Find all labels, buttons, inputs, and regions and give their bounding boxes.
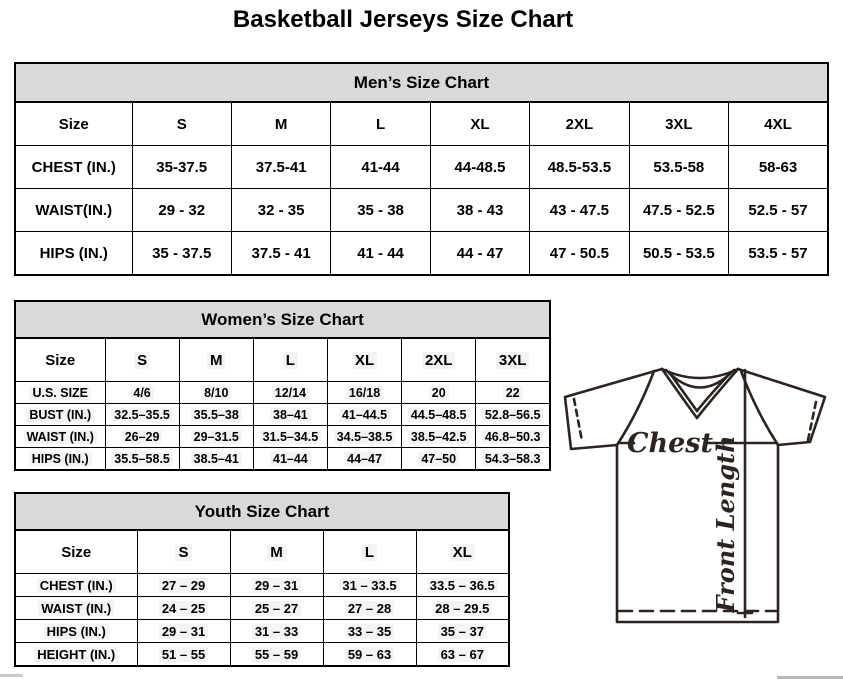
row-label-cell bbox=[15, 448, 105, 471]
header-label: S bbox=[134, 352, 150, 369]
cell-value: 52.5 - 57 bbox=[748, 201, 808, 219]
column-header-cell bbox=[253, 338, 327, 382]
cell-value: 33 – 35 bbox=[345, 624, 394, 639]
column-header-cell bbox=[416, 530, 509, 574]
cell-value: 41–44 bbox=[270, 452, 311, 466]
womens-size-chart-table bbox=[14, 300, 551, 471]
value-cell bbox=[476, 448, 550, 471]
value-cell bbox=[230, 574, 323, 597]
value-cell bbox=[253, 382, 327, 404]
header-label: 3XL bbox=[496, 352, 530, 369]
cell-value: 31 – 33.5 bbox=[339, 578, 399, 593]
cell-value: 44 - 47 bbox=[456, 244, 504, 262]
cell-value: 50.5 - 53.5 bbox=[642, 244, 715, 262]
header-label: Size bbox=[45, 351, 76, 369]
cell-value: 33.5 – 36.5 bbox=[427, 578, 498, 593]
cell-value: 12/14 bbox=[272, 386, 309, 400]
header-label: M bbox=[207, 352, 226, 369]
value-cell bbox=[416, 597, 509, 620]
value-cell bbox=[231, 232, 330, 276]
cell-value: 51 – 55 bbox=[159, 647, 208, 662]
cell-value: 44.5–48.5 bbox=[408, 408, 470, 422]
cell-value: 32 - 35 bbox=[257, 201, 305, 219]
value-cell bbox=[323, 597, 416, 620]
row-label-cell bbox=[15, 404, 105, 426]
value-cell bbox=[729, 189, 828, 232]
value-cell bbox=[132, 146, 231, 189]
table-title: Men’s Size Chart bbox=[15, 63, 828, 102]
column-header-cell bbox=[105, 338, 179, 382]
value-cell bbox=[430, 146, 529, 189]
value-cell bbox=[179, 404, 253, 426]
value-cell bbox=[179, 382, 253, 404]
value-cell bbox=[132, 232, 231, 276]
cell-value: 4/6 bbox=[130, 386, 153, 400]
row-label-cell bbox=[15, 643, 137, 667]
value-cell bbox=[179, 448, 253, 471]
cell-value: 16/18 bbox=[346, 386, 383, 400]
cell-value: 55 – 59 bbox=[252, 647, 301, 662]
row-label-cell bbox=[15, 574, 137, 597]
value-cell bbox=[132, 189, 231, 232]
value-cell bbox=[530, 232, 629, 276]
cell-value: 27 – 29 bbox=[159, 578, 208, 593]
value-cell bbox=[416, 643, 509, 667]
cell-value: 35 - 38 bbox=[357, 201, 404, 219]
left-cuff-dashed-line bbox=[574, 399, 582, 441]
column-header-cell bbox=[729, 102, 828, 146]
cell-value: 54.3–58.3 bbox=[482, 452, 544, 466]
row-label-cell bbox=[15, 597, 137, 620]
header-label: S bbox=[176, 115, 187, 133]
cell-value: 53.5 - 57 bbox=[748, 244, 808, 262]
value-cell bbox=[105, 404, 179, 426]
table-title: Women’s Size Chart bbox=[15, 301, 550, 338]
cell-value: 37.5-41 bbox=[255, 158, 307, 176]
cell-value: 34.5–38.5 bbox=[334, 430, 396, 444]
value-cell bbox=[476, 426, 550, 448]
column-header-cell bbox=[327, 338, 401, 382]
value-cell bbox=[323, 643, 416, 667]
value-cell bbox=[402, 382, 476, 404]
row-label-cell bbox=[15, 426, 105, 448]
cell-value: 37.5 - 41 bbox=[251, 244, 311, 262]
horizontal-scrollbar-left-fragment[interactable] bbox=[0, 674, 23, 677]
cell-value: 35 – 37 bbox=[438, 624, 487, 639]
value-cell bbox=[331, 146, 430, 189]
column-header-cell bbox=[137, 530, 230, 574]
column-header-cell bbox=[323, 530, 416, 574]
value-cell bbox=[476, 382, 550, 404]
cell-value: 29 – 31 bbox=[159, 624, 208, 639]
value-cell bbox=[230, 643, 323, 667]
jersey-diagram-svg bbox=[557, 359, 843, 675]
cell-value: 31.5–34.5 bbox=[260, 430, 322, 444]
value-cell bbox=[331, 189, 430, 232]
row-label-cell bbox=[15, 146, 132, 189]
cell-value: 59 – 63 bbox=[345, 647, 394, 662]
header-label: XL bbox=[352, 352, 377, 369]
value-cell bbox=[629, 189, 728, 232]
cell-value: 63 – 67 bbox=[438, 647, 487, 662]
value-cell bbox=[105, 448, 179, 471]
header-label: XL bbox=[470, 115, 490, 133]
column-header-cell bbox=[430, 102, 529, 146]
cell-value: 31 – 33 bbox=[252, 624, 301, 639]
column-header-cell bbox=[132, 102, 231, 146]
row-label-cell bbox=[15, 620, 137, 643]
row-label: WAIST (IN.) bbox=[24, 430, 97, 444]
row-label: U.S. SIZE bbox=[29, 386, 91, 400]
cell-value: 29 - 32 bbox=[158, 201, 206, 219]
value-cell bbox=[402, 426, 476, 448]
cell-value: 29 – 31 bbox=[252, 578, 301, 593]
header-label: M bbox=[274, 115, 288, 133]
row-label: HIPS (IN.) bbox=[39, 244, 108, 262]
row-label: BUST (IN.) bbox=[26, 408, 94, 422]
value-cell bbox=[402, 448, 476, 471]
header-label: Size bbox=[61, 543, 92, 561]
value-cell bbox=[729, 146, 828, 189]
cell-value: 24 – 25 bbox=[159, 601, 208, 616]
header-label: S bbox=[175, 544, 191, 561]
cell-value: 47 - 50.5 bbox=[549, 244, 609, 262]
cell-value: 43 - 47.5 bbox=[549, 201, 609, 219]
cell-value: 27 – 28 bbox=[345, 601, 394, 616]
column-header-cell bbox=[230, 530, 323, 574]
size-corner-cell bbox=[15, 338, 105, 382]
cell-value: 20 bbox=[429, 386, 449, 400]
value-cell bbox=[253, 404, 327, 426]
header-label: L bbox=[362, 544, 377, 561]
value-cell bbox=[231, 146, 330, 189]
cell-value: 38.5–42.5 bbox=[408, 430, 470, 444]
row-label-cell bbox=[15, 189, 132, 232]
size-corner-cell bbox=[15, 530, 137, 574]
value-cell bbox=[331, 232, 430, 276]
row-label-cell bbox=[15, 232, 132, 276]
column-header-cell bbox=[402, 338, 476, 382]
front-length-label: Front Length bbox=[711, 435, 740, 613]
cell-value: 53.5-58 bbox=[653, 158, 705, 176]
row-label: HEIGHT (IN.) bbox=[34, 647, 118, 662]
value-cell bbox=[629, 232, 728, 276]
value-cell bbox=[530, 146, 629, 189]
cell-value: 38.5–41 bbox=[191, 452, 242, 466]
cell-value: 38 - 43 bbox=[456, 201, 504, 219]
cell-value: 35 - 37.5 bbox=[152, 244, 212, 262]
header-label: L bbox=[375, 115, 386, 133]
size-corner-cell bbox=[15, 102, 132, 146]
cell-value: 35-37.5 bbox=[156, 158, 208, 176]
cell-value: 52.8–56.5 bbox=[482, 408, 544, 422]
header-label: M bbox=[267, 544, 286, 561]
column-header-cell bbox=[179, 338, 253, 382]
row-label: HIPS (IN.) bbox=[29, 452, 92, 466]
cell-value: 46.8–50.3 bbox=[482, 430, 544, 444]
cell-value: 41 - 44 bbox=[357, 244, 404, 262]
value-cell bbox=[729, 232, 828, 276]
header-label: 3XL bbox=[665, 115, 693, 133]
value-cell bbox=[323, 574, 416, 597]
header-label: 2XL bbox=[565, 115, 594, 133]
value-cell bbox=[327, 426, 401, 448]
cell-value: 47.5 - 52.5 bbox=[642, 201, 715, 219]
cell-value: 28 – 29.5 bbox=[432, 601, 492, 616]
youth-size-chart-table bbox=[14, 492, 510, 667]
value-cell bbox=[476, 404, 550, 426]
value-cell bbox=[253, 448, 327, 471]
value-cell bbox=[416, 574, 509, 597]
value-cell bbox=[231, 189, 330, 232]
row-label: HIPS (IN.) bbox=[44, 624, 109, 639]
column-header-cell bbox=[530, 102, 629, 146]
right-armhole-seam bbox=[741, 371, 778, 445]
value-cell bbox=[416, 620, 509, 643]
header-label: Size bbox=[58, 115, 89, 133]
cell-value: 22 bbox=[503, 386, 523, 400]
value-cell bbox=[230, 620, 323, 643]
value-cell bbox=[105, 382, 179, 404]
cell-value: 29–31.5 bbox=[191, 430, 242, 444]
value-cell bbox=[137, 574, 230, 597]
column-header-cell bbox=[331, 102, 430, 146]
value-cell bbox=[105, 426, 179, 448]
value-cell bbox=[430, 232, 529, 276]
value-cell bbox=[323, 620, 416, 643]
value-cell bbox=[402, 404, 476, 426]
value-cell bbox=[137, 620, 230, 643]
header-label: 2XL bbox=[422, 352, 456, 369]
column-header-cell bbox=[231, 102, 330, 146]
cell-value: 38–41 bbox=[270, 408, 311, 422]
row-label: CHEST (IN.) bbox=[37, 578, 116, 593]
mens-size-chart-table bbox=[14, 62, 829, 276]
cell-value: 48.5-53.5 bbox=[547, 158, 612, 176]
table-title: Youth Size Chart bbox=[15, 493, 509, 530]
cell-value: 41-44 bbox=[361, 158, 400, 176]
value-cell bbox=[430, 189, 529, 232]
cell-value: 35.5–58.5 bbox=[111, 452, 173, 466]
page-title: Basketball Jerseys Size Chart bbox=[232, 6, 574, 33]
value-cell bbox=[327, 382, 401, 404]
jersey-measurement-diagram bbox=[557, 359, 843, 675]
cell-value: 44–47 bbox=[344, 452, 385, 466]
value-cell bbox=[137, 597, 230, 620]
cell-value: 58-63 bbox=[758, 158, 798, 176]
row-label: CHEST (IN.) bbox=[31, 158, 116, 176]
value-cell bbox=[179, 426, 253, 448]
cell-value: 26–29 bbox=[122, 430, 163, 444]
value-cell bbox=[253, 426, 327, 448]
column-header-cell bbox=[629, 102, 728, 146]
column-header-cell bbox=[476, 338, 550, 382]
value-cell bbox=[327, 404, 401, 426]
value-cell bbox=[629, 146, 728, 189]
value-cell bbox=[327, 448, 401, 471]
cell-value: 44-48.5 bbox=[454, 158, 506, 176]
cell-value: 8/10 bbox=[201, 386, 231, 400]
chest-label: Chest bbox=[627, 428, 713, 459]
cell-value: 25 – 27 bbox=[252, 601, 301, 616]
header-label: 4XL bbox=[764, 115, 792, 133]
value-cell bbox=[530, 189, 629, 232]
cell-value: 41–44.5 bbox=[339, 408, 390, 422]
cell-value: 35.5–38 bbox=[191, 408, 242, 422]
row-label: WAIST(IN.) bbox=[35, 201, 113, 219]
value-cell bbox=[137, 643, 230, 667]
value-cell bbox=[230, 597, 323, 620]
cell-value: 32.5–35.5 bbox=[111, 408, 173, 422]
row-label: WAIST (IN.) bbox=[38, 601, 114, 616]
row-label-cell bbox=[15, 382, 105, 404]
header-label: XL bbox=[450, 544, 475, 561]
header-label: L bbox=[283, 352, 298, 369]
cell-value: 47–50 bbox=[418, 452, 459, 466]
